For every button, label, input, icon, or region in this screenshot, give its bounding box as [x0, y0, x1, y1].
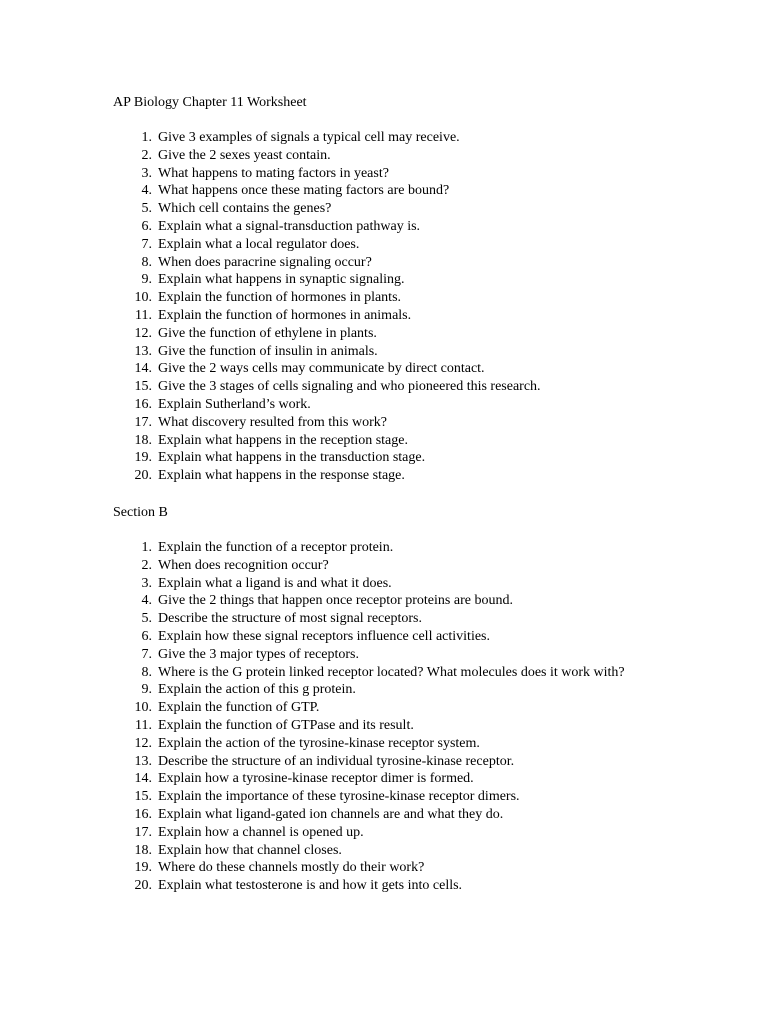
- question-text: Explain the action of the tyrosine-kinase receptor system.: [158, 735, 480, 751]
- question-item: [0, 289, 640, 307]
- question-text: What discovery resulted from this work?: [158, 414, 387, 430]
- question-number: 18.: [134, 842, 152, 858]
- question-text: Where do these channels mostly do their work?: [158, 860, 425, 876]
- question-text: Explain the importance of these tyrosine-kinase receptor dimers.: [158, 789, 520, 805]
- question-number: 14.: [134, 361, 152, 377]
- question-item: [0, 432, 640, 450]
- question-item: [0, 842, 640, 860]
- question-item: [0, 859, 640, 877]
- question-item: [0, 414, 640, 432]
- question-text: Explain what happens in the transduction stage.: [158, 450, 426, 466]
- question-item: [0, 467, 640, 485]
- question-text: When does paracrine signaling occur?: [158, 254, 372, 270]
- question-item: [0, 575, 640, 593]
- question-number: 20.: [134, 468, 152, 484]
- question-text: Explain what happens in synaptic signaling.: [158, 272, 405, 288]
- question-number: 5.: [141, 201, 152, 217]
- question-text: Explain how a tyrosine-kinase receptor dimer is formed.: [158, 771, 474, 787]
- question-text: Explain the action of this g protein.: [158, 682, 356, 698]
- question-item: [0, 396, 640, 414]
- question-item: [0, 200, 640, 218]
- question-number: 5.: [141, 611, 152, 627]
- question-number: 17.: [134, 414, 152, 430]
- question-text: What happens to mating factors in yeast?: [158, 165, 389, 181]
- question-number: 9.: [141, 682, 152, 698]
- question-item: [0, 307, 640, 325]
- question-item: [0, 770, 640, 788]
- question-item: [0, 610, 640, 628]
- question-number: 1.: [141, 540, 152, 555]
- question-text: Explain how a channel is opened up.: [158, 824, 364, 840]
- question-item: [0, 236, 640, 254]
- question-number: 13.: [134, 753, 152, 769]
- question-number: 8.: [141, 664, 152, 680]
- question-text: Describe the structure of an individual tyrosine-kinase receptor.: [158, 753, 515, 769]
- question-text: Explain the function of GTP.: [158, 700, 320, 716]
- question-number: 8.: [141, 254, 152, 270]
- question-number: 9.: [141, 272, 152, 288]
- question-number: 20.: [134, 878, 152, 894]
- question-text: Give the 2 ways cells may communicate by direct contact.: [158, 361, 485, 377]
- question-text: When does recognition occur?: [158, 557, 329, 573]
- question-number: 14.: [134, 771, 152, 787]
- question-text: Explain the function of a receptor protein.: [158, 540, 394, 555]
- question-number: 18.: [134, 432, 152, 448]
- question-number: 19.: [134, 450, 152, 466]
- question-item: [0, 449, 640, 467]
- question-text: What happens once these mating factors are bound?: [158, 183, 450, 199]
- question-text: Give 3 examples of signals a typical cell may receive.: [158, 130, 460, 145]
- question-item: [0, 717, 640, 735]
- question-item: [0, 753, 640, 771]
- question-item: [0, 592, 640, 610]
- question-text: Explain Sutherland’s work.: [158, 396, 311, 412]
- question-number: 11.: [135, 307, 152, 323]
- question-text: Describe the structure of most signal receptors.: [158, 611, 422, 627]
- question-item: [0, 254, 640, 272]
- question-text: Give the function of ethylene in plants.: [158, 325, 377, 341]
- question-item: [0, 182, 640, 200]
- question-item: [0, 165, 640, 183]
- question-number: 16.: [134, 396, 152, 412]
- question-number: 15.: [134, 379, 152, 395]
- question-number: 13.: [134, 343, 152, 359]
- question-item: [0, 681, 640, 699]
- question-number: 2.: [141, 147, 152, 163]
- question-number: 6.: [141, 218, 152, 234]
- question-text: Give the 3 stages of cells signaling and who pioneered this research.: [158, 379, 541, 395]
- question-item: [0, 735, 640, 753]
- question-number: 4.: [141, 593, 152, 609]
- question-item: [0, 806, 640, 824]
- question-item: [0, 824, 640, 842]
- section-a-question-list: [0, 129, 640, 485]
- question-item: [0, 271, 640, 289]
- question-text: Which cell contains the genes?: [158, 201, 332, 217]
- question-item: [0, 788, 640, 806]
- question-text: Explain how that channel closes.: [158, 842, 342, 858]
- question-item: [0, 360, 640, 378]
- question-number: 10.: [134, 700, 152, 716]
- question-text: Give the 2 sexes yeast contain.: [158, 147, 331, 163]
- question-text: Where is the G protein linked receptor located? What molecules does it work with?: [158, 664, 625, 680]
- question-number: 11.: [135, 717, 152, 733]
- question-text: Explain the function of hormones in plants.: [158, 290, 402, 306]
- question-text: Explain what happens in the reception stage.: [158, 432, 408, 448]
- question-number: 17.: [134, 824, 152, 840]
- question-item: [0, 325, 640, 343]
- question-item: [0, 664, 640, 682]
- question-item: [0, 129, 640, 147]
- question-text: Explain what a local regulator does.: [158, 236, 360, 252]
- question-number: 7.: [141, 236, 152, 252]
- question-number: 19.: [134, 860, 152, 876]
- page-title: AP Biology Chapter 11 Worksheet: [113, 95, 307, 110]
- question-number: 2.: [141, 557, 152, 573]
- question-number: 4.: [141, 183, 152, 199]
- question-item: [0, 218, 640, 236]
- question-item: [0, 646, 640, 664]
- question-text: Explain what testosterone is and how it gets into cells.: [158, 878, 463, 894]
- question-item: [0, 378, 640, 396]
- question-text: Explain what a signal-transduction pathway is.: [158, 218, 421, 234]
- question-text: Explain what ligand-gated ion channels are and what they do.: [158, 806, 504, 822]
- question-text: Explain how these signal receptors influence cell activities.: [158, 628, 490, 644]
- question-text: Explain what a ligand is and what it does.: [158, 575, 392, 591]
- question-number: 10.: [134, 290, 152, 306]
- question-text: Explain what happens in the response stage.: [158, 468, 405, 484]
- question-text: Give the 3 major types of receptors.: [158, 646, 359, 662]
- question-text: Explain the function of GTPase and its result.: [158, 717, 414, 733]
- question-number: 3.: [141, 575, 152, 591]
- question-text: Give the 2 things that happen once receptor proteins are bound.: [158, 593, 513, 609]
- section-b-question-list: [0, 539, 640, 895]
- question-text: Give the function of insulin in animals.: [158, 343, 378, 359]
- question-item: [0, 539, 640, 557]
- question-item: [0, 343, 640, 361]
- question-item: [0, 628, 640, 646]
- question-number: 16.: [134, 806, 152, 822]
- question-item: [0, 877, 640, 895]
- section-b-heading: Section B: [113, 505, 168, 520]
- question-item: [0, 557, 640, 575]
- question-number: 12.: [134, 735, 152, 751]
- question-item: [0, 699, 640, 717]
- question-number: 7.: [141, 646, 152, 662]
- question-number: 6.: [141, 628, 152, 644]
- question-text: Explain the function of hormones in animals.: [158, 307, 412, 323]
- question-number: 15.: [134, 789, 152, 805]
- question-number: 12.: [134, 325, 152, 341]
- question-item: [0, 147, 640, 165]
- question-number: 3.: [141, 165, 152, 181]
- question-number: 1.: [141, 130, 152, 145]
